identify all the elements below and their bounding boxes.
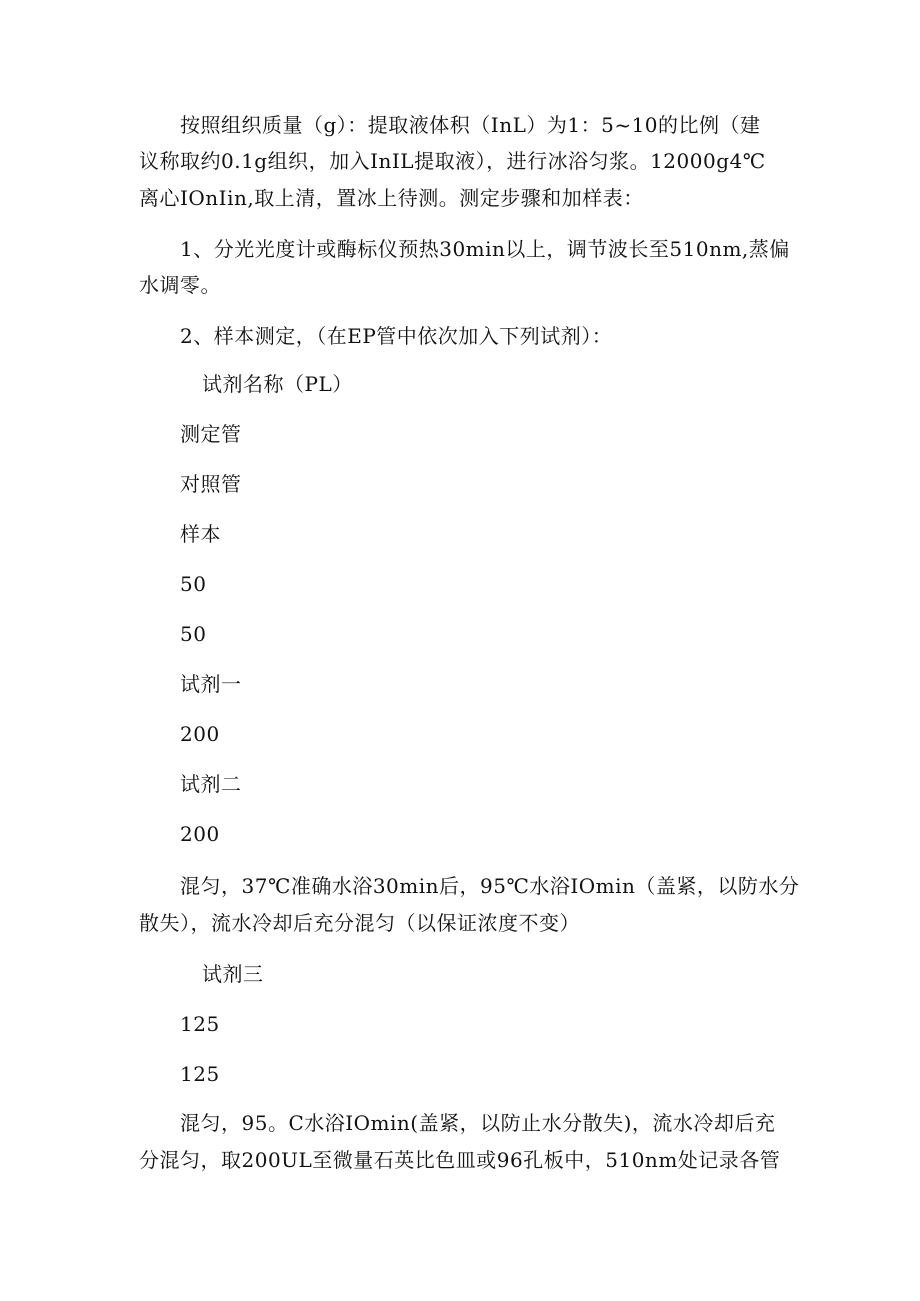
paragraph-extraction-line-1: 按照组织质量（g）：提取液体积（InL）为1：5~10的比例（建 (180, 113, 761, 137)
table-row-reagent-3-value-1: 125 (180, 1012, 220, 1036)
table-row-sample-label: 样本 (180, 522, 221, 546)
table-row-reagent-1-value: 200 (180, 722, 220, 746)
table-header-measure-tube: 测定管 (180, 422, 242, 446)
table-header-reagent-name: 试剂名称（PL） (202, 372, 353, 396)
step-2-heading: 2、样本测定，（在EP管中依次加入下列试剂）： (180, 324, 613, 348)
mixing-instruction-line-2: 散失），流水冷却后充分混匀（以保证浓度不变） (139, 911, 580, 935)
table-header-control-tube: 对照管 (180, 472, 242, 496)
table-row-reagent-3-label: 试剂三 (202, 962, 264, 986)
table-row-reagent-2-value: 200 (180, 822, 220, 846)
table-row-reagent-2-label: 试剂二 (180, 772, 242, 796)
paragraph-extraction-line-2: 议称取约0.1g组织，加入InIL提取液），进行冰浴匀浆。12000g4℃ (139, 149, 766, 173)
table-row-sample-value-1: 50 (180, 572, 207, 596)
step-1-line-1: 1、分光光度计或酶标仪预热30min以上，调节波长至510nm,蒸偏 (180, 237, 790, 261)
mixing-instruction-line-1: 混匀，37℃准确水浴30min后，95℃水浴IOmin（盖紧，以防水分 (180, 874, 800, 898)
table-row-reagent-1-label: 试剂一 (180, 672, 242, 696)
paragraph-extraction-line-3: 离心IOnIin,取上清，置冰上待测。测定步骤和加样表： (139, 186, 644, 210)
final-instruction-line-2: 分混匀，取200UL至微量石英比色皿或96孔板中，510nm处记录各管 (139, 1148, 781, 1172)
step-1-line-2: 水调零。 (139, 273, 221, 297)
final-instruction-line-1: 混匀，95。C水浴IOmin(盖紧，以防止水分散失)，流水冷却后充 (180, 1111, 776, 1135)
table-row-sample-value-2: 50 (180, 622, 207, 646)
table-row-reagent-3-value-2: 125 (180, 1062, 220, 1086)
